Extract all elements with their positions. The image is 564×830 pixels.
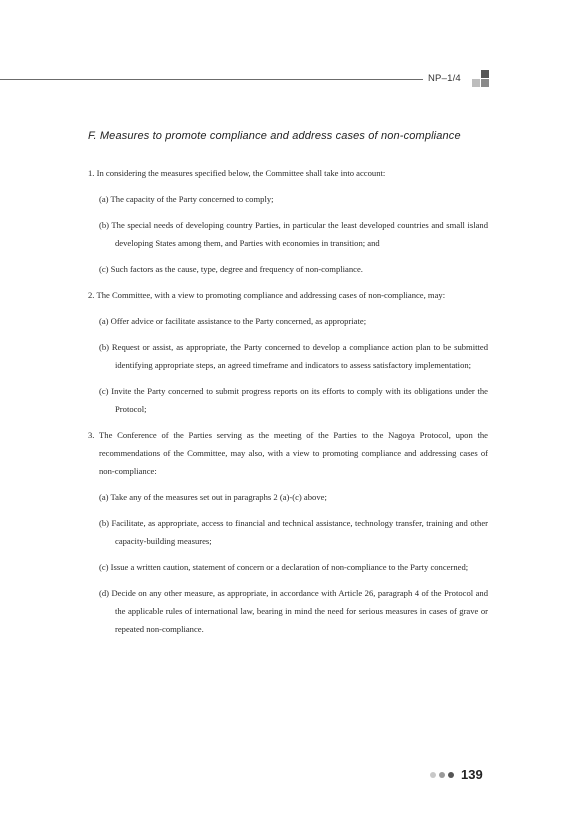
footer-dot-icon	[439, 772, 445, 778]
paragraph-1c: (c) Such factors as the cause, type, degree and frequency of non-compliance.	[99, 264, 363, 274]
footer-dot-icon	[448, 772, 454, 778]
section-title: F. Measures to promote compliance and address cases of non-compliance	[88, 130, 461, 142]
paragraph-2c: (c) Invite the Party concerned to submit progress reports on its efforts to comply with its obligations under the Protocol;	[99, 386, 488, 414]
footer-dot-icon	[430, 772, 436, 778]
paragraph-3c: (c) Issue a written caution, statement of concern or a declaration of non-compliance to the Party concerned;	[99, 562, 469, 572]
document-code: NP–1/4	[428, 73, 461, 84]
page-number: 139	[461, 767, 483, 782]
paragraph-3a: (a) Take any of the measures set out in paragraphs 2 (a)-(c) above;	[99, 492, 327, 502]
header-rule	[0, 79, 423, 80]
paragraph-3: 3. The Conference of the Parties serving as the meeting of the Parties to the Nagoya Protocol, upon the recommendations of the Committee, may also, with a view to promoting compliance and addressing cases of non-compliance:	[88, 430, 488, 476]
paragraph-2b: (b) Request or assist, as appropriate, the Party concerned to develop a compliance action plan to be submitted identifying appropriate steps, an agreed timeframe and indicators to assess satisfactory implementation;	[99, 342, 488, 370]
paragraph-1a: (a) The capacity of the Party concerned to comply;	[99, 194, 274, 204]
paragraph-2a: (a) Offer advice or facilitate assistance to the Party concerned, as appropriate;	[99, 316, 367, 326]
paragraph-2: 2. The Committee, with a view to promoting compliance and addressing cases of non-compliance, may:	[88, 290, 446, 300]
header-square-mark-icon	[472, 70, 489, 87]
paragraph-1: 1. In considering the measures specified below, the Committee shall take into account:	[88, 168, 386, 178]
paragraph-1b: (b) The special needs of developing country Parties, in particular the least developed countries and small island developing States among them, and Parties with economies in transition; and	[99, 220, 488, 248]
paragraph-3b: (b) Facilitate, as appropriate, access to financial and technical assistance, technology transfer, training and other capacity-building measures;	[99, 518, 488, 546]
page-footer	[430, 767, 483, 782]
document-body	[88, 164, 488, 646]
paragraph-3d: (d) Decide on any other measure, as appropriate, in accordance with Article 26, paragraph 4 of the Protocol and the applicable rules of international law, bearing in mind the need for serious measures in cases of grave or repeated non-compliance.	[99, 588, 488, 634]
